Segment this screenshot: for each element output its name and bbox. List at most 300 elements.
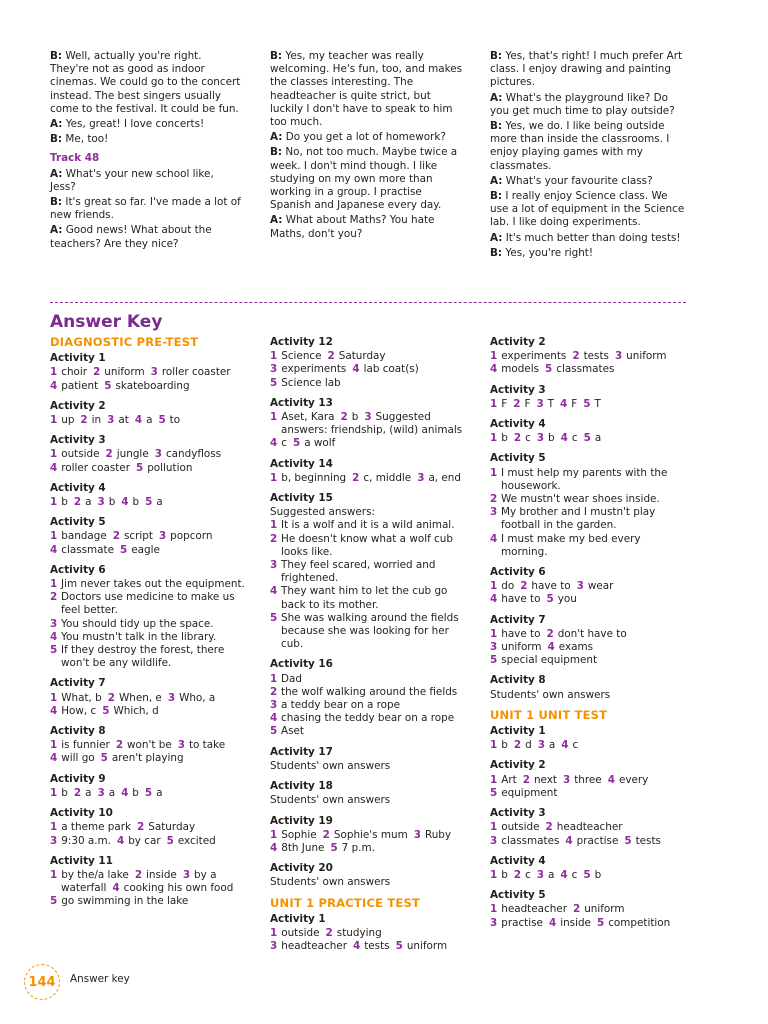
- answer-item: [50, 869, 129, 881]
- item-number: 4: [560, 868, 568, 881]
- item-text: chasing the teddy bear on a rope: [281, 712, 455, 725]
- activity: [490, 384, 690, 411]
- activity-note: Suggested answers:: [270, 506, 375, 519]
- item-text: waterfall: [61, 882, 107, 895]
- dialogue-text: Well, actually you're right. They're not as good as indoor cinemas. We could go to the concert instead. The best singers usually come to the festival. It could be fun.: [50, 50, 241, 115]
- activity-heading: Activity 4: [490, 418, 546, 431]
- activity-heading: Activity 8: [50, 725, 106, 738]
- speaker-label: B:: [50, 50, 63, 62]
- item-text: They want him to let the cub go back to its mother.: [281, 585, 448, 611]
- answer-line: [50, 462, 250, 475]
- item-number: 2: [137, 821, 145, 834]
- item-text: bandage: [61, 530, 107, 543]
- answer-item: [136, 462, 192, 474]
- item-number: 1: [490, 580, 498, 593]
- item-number: 1: [490, 773, 498, 786]
- answer-line: [270, 411, 470, 424]
- item-text: 9:30 a.m.: [61, 834, 111, 847]
- answer-item: [536, 398, 554, 410]
- answer-item: [490, 432, 508, 444]
- item-text: wear: [587, 580, 614, 593]
- answer-line: [270, 829, 470, 842]
- item-number: 5: [395, 940, 403, 953]
- item-text: b: [501, 432, 508, 445]
- answer-item: [583, 398, 601, 410]
- answer-item: [50, 895, 188, 907]
- activity-heading: Activity 20: [270, 862, 333, 875]
- answer-item: [514, 739, 532, 751]
- answer-item: [537, 869, 555, 881]
- answer-line: [490, 821, 690, 834]
- item-number: 4: [561, 739, 569, 752]
- item-number: 5: [270, 376, 278, 389]
- item-text: Science lab: [281, 376, 341, 389]
- answer-item: [548, 641, 594, 653]
- item-number: 3: [150, 366, 158, 379]
- answer-item: [490, 774, 517, 786]
- answer-item: [270, 350, 322, 362]
- item-number: 1: [50, 868, 58, 881]
- answer-key-col-1: [50, 336, 250, 916]
- answer-line: [270, 472, 470, 485]
- answer-item: [270, 829, 317, 841]
- answer-line: [270, 377, 470, 390]
- activity-answer: Students' own answers: [270, 876, 391, 889]
- answer-line: [50, 835, 250, 848]
- item-number: 4: [607, 773, 615, 786]
- item-number: 4: [490, 363, 498, 376]
- answer-item: [549, 917, 591, 929]
- item-text: aren't playing: [111, 752, 184, 765]
- item-number: 2: [572, 350, 580, 363]
- answer-item: [546, 628, 626, 640]
- item-number: 5: [583, 432, 591, 445]
- item-text: uniform: [406, 940, 448, 953]
- dialogue-line: [50, 196, 242, 222]
- item-text: do: [501, 580, 515, 593]
- item-number: 1: [270, 350, 278, 363]
- answer-line: [50, 752, 250, 765]
- item-text: I must make my bed every morning.: [501, 532, 641, 558]
- item-text: the wolf walking around the fields: [281, 685, 458, 698]
- answer-item: [523, 774, 557, 786]
- item-number: 3: [562, 773, 571, 786]
- item-number: 2: [513, 397, 521, 410]
- answer-item: [364, 411, 430, 423]
- item-text: popcorn: [170, 530, 213, 543]
- item-number: 2: [93, 366, 101, 379]
- item-text: tests: [364, 940, 390, 953]
- item-text: classmates: [556, 363, 615, 376]
- dialogue-line: [270, 131, 464, 144]
- answer-line: [50, 882, 250, 895]
- answer-item: [168, 692, 215, 704]
- item-text: to: [169, 414, 181, 427]
- item-text: My brother and I mustn't play football in the garden.: [501, 506, 656, 532]
- item-text: jungle: [116, 448, 149, 461]
- speaker-label: B:: [270, 50, 283, 62]
- speaker-label: B:: [490, 120, 503, 133]
- item-text: uniform: [104, 366, 145, 379]
- item-number: 2: [105, 448, 113, 461]
- item-number: 4: [270, 585, 278, 598]
- answer-line: [270, 725, 470, 738]
- answer-item: [158, 414, 180, 426]
- item-text: You should tidy up the space.: [61, 617, 214, 630]
- item-text: Doctors use medicine to make us feel better.: [61, 591, 235, 617]
- activity-heading: Activity 2: [50, 399, 106, 412]
- speaker-label: A:: [490, 174, 503, 187]
- item-text: Aset, Kara: [281, 411, 335, 424]
- answer-item: [159, 530, 213, 542]
- activity-heading: Activity 18: [270, 780, 333, 793]
- answer-item: [183, 869, 217, 881]
- answer-line: [490, 739, 690, 752]
- answer-line: [490, 506, 690, 532]
- item-text: roller coaster: [161, 366, 231, 379]
- answer-line: [270, 686, 470, 699]
- answer-item: [546, 821, 623, 833]
- answer-item: [106, 448, 149, 460]
- activity-heading: Activity 6: [50, 563, 106, 576]
- item-text: uniform: [501, 641, 542, 654]
- dialogue-line: [490, 92, 686, 118]
- activity-heading: Activity 17: [270, 745, 333, 758]
- item-number: 4: [270, 841, 278, 854]
- speaker-label: A:: [490, 231, 503, 244]
- activity-heading: Activity 3: [490, 807, 546, 820]
- answer-item: [61, 882, 106, 894]
- item-number: 5: [144, 786, 153, 799]
- answer-line: [490, 774, 690, 787]
- answer-item: [50, 414, 74, 426]
- answer-line: [50, 739, 250, 752]
- item-number: 4: [50, 630, 58, 643]
- item-number: 3: [177, 739, 185, 752]
- answer-line: [50, 869, 250, 882]
- activity: [50, 773, 250, 800]
- activity: [50, 807, 250, 848]
- activity: [490, 855, 690, 882]
- item-number: 4: [270, 437, 278, 450]
- activity-heading: Activity 1: [490, 725, 546, 738]
- activity-heading: Activity 7: [50, 677, 106, 690]
- item-text: practise: [576, 834, 619, 847]
- answer-item: [293, 437, 335, 449]
- item-text: Who, a: [179, 691, 216, 704]
- item-text: special equipment: [501, 654, 598, 667]
- item-number: 5: [330, 841, 338, 854]
- answer-line: [490, 350, 690, 363]
- item-text: next: [533, 773, 557, 786]
- speaker-label: A:: [50, 224, 63, 237]
- activity: [270, 336, 470, 390]
- item-text: in: [91, 414, 102, 427]
- activity-heading: Activity 9: [50, 772, 106, 785]
- item-number: 1: [50, 578, 58, 591]
- item-text: by the/a lake: [61, 868, 129, 881]
- activity: [490, 566, 690, 607]
- item-text: 7 p.m.: [341, 841, 375, 854]
- item-number: 3: [364, 411, 372, 424]
- page-number: 144: [24, 964, 60, 1000]
- item-text: answers: friendship, (wild) animals: [281, 424, 463, 437]
- answer-item: [117, 835, 161, 847]
- dialogue-text: What about Maths? You hate Maths, don't you?: [270, 214, 435, 240]
- item-number: 3: [490, 916, 498, 929]
- answer-item: [577, 580, 614, 592]
- item-number: 4: [112, 882, 120, 895]
- speaker-label: B:: [50, 133, 63, 146]
- dialogue-line: [50, 118, 242, 131]
- item-text: have to: [531, 580, 571, 593]
- item-number: 3: [167, 691, 176, 704]
- answer-line: [490, 787, 690, 800]
- answer-line: [50, 530, 250, 543]
- item-text: a: [108, 786, 116, 799]
- answer-line: [270, 612, 470, 652]
- track-label: Track 48: [50, 152, 100, 165]
- item-number: 3: [270, 363, 278, 376]
- item-text: patient: [61, 379, 99, 392]
- answer-line: [490, 641, 690, 654]
- item-text: a: [146, 414, 153, 427]
- item-text: choir: [61, 366, 88, 379]
- answer-item: [50, 380, 98, 392]
- dialogue-line: [50, 133, 242, 146]
- answer-item: [353, 940, 390, 952]
- answer-item: [624, 835, 661, 847]
- item-number: 3: [490, 641, 498, 654]
- item-text: you: [557, 593, 577, 606]
- answer-line: [490, 467, 690, 493]
- item-number: 5: [583, 868, 591, 881]
- answer-item: [50, 544, 114, 556]
- answer-item: [514, 869, 531, 881]
- answer-line: [490, 580, 690, 593]
- item-number: 5: [596, 916, 605, 929]
- answer-item: [490, 350, 566, 362]
- speaker-label: A:: [50, 167, 63, 180]
- answer-line: [270, 533, 470, 559]
- activity-heading: Activity 10: [50, 807, 113, 820]
- item-number: 4: [352, 940, 361, 953]
- dialogue-line: [490, 120, 686, 173]
- item-number: 3: [417, 471, 425, 484]
- activity: [50, 564, 250, 671]
- item-text: a wolf: [304, 437, 336, 450]
- item-text: a: [156, 786, 163, 799]
- activity: [490, 452, 690, 559]
- item-text: is funnier: [61, 739, 110, 752]
- item-number: 1: [490, 821, 498, 834]
- item-text: c: [571, 432, 578, 445]
- answer-line: [50, 578, 250, 591]
- activity: [490, 725, 690, 752]
- answer-item: [178, 739, 225, 751]
- speaker-label: A:: [490, 91, 503, 104]
- answer-line: [270, 673, 470, 686]
- dialogue-text: What's your favourite class?: [505, 174, 653, 187]
- answer-line: [270, 712, 470, 725]
- dialogue-text: Yes, my teacher was really welcoming. He's fun, too, and makes the classes interesting. The headteacher is quite strict, but luckily I don't have to speak to him too much.: [270, 50, 463, 129]
- item-text: Ruby: [424, 828, 452, 841]
- answer-item: [50, 530, 107, 542]
- item-number: 5: [102, 704, 110, 717]
- item-number: 4: [50, 752, 58, 765]
- item-number: 3: [490, 834, 498, 847]
- item-number: 5: [490, 786, 498, 799]
- activity: [490, 759, 690, 800]
- answer-line: [490, 869, 690, 882]
- item-text: She was walking around the fields because she was looking for her cub.: [281, 611, 459, 651]
- item-number: 3: [270, 699, 278, 712]
- answer-line: [270, 437, 470, 450]
- item-text: headteacher: [556, 821, 623, 834]
- item-number: 1: [490, 466, 498, 479]
- answer-item: [80, 414, 101, 426]
- item-text: b: [594, 868, 602, 881]
- answer-item: [137, 821, 195, 833]
- dialogue-text: It's great so far. I've made a lot of new friends.: [50, 196, 241, 222]
- answer-line: [50, 591, 250, 617]
- answer-item: [490, 903, 567, 915]
- item-text: You mustn't talk in the library.: [61, 630, 217, 643]
- speaker-label: A:: [270, 214, 283, 227]
- answer-item: [414, 829, 451, 841]
- item-number: 1: [270, 519, 278, 532]
- answer-item: [330, 842, 374, 854]
- answer-item: [50, 835, 111, 847]
- section-heading: UNIT 1 UNIT TEST: [490, 707, 608, 722]
- answer-item: [50, 462, 130, 474]
- item-text: outside: [281, 926, 320, 939]
- answer-item: [50, 705, 96, 717]
- answer-item: [270, 377, 341, 389]
- item-text: a: [548, 868, 555, 881]
- item-text: c, middle: [363, 471, 412, 484]
- item-text: 8th June: [281, 841, 325, 854]
- section-heading: UNIT 1 PRACTICE TEST: [270, 895, 420, 910]
- activity: [50, 434, 250, 475]
- item-text: inside: [560, 916, 591, 929]
- answer-item: [328, 350, 386, 362]
- activity-heading: Activity 7: [490, 613, 546, 626]
- activity-answer: Students' own answers: [270, 794, 391, 807]
- activity: [270, 658, 470, 738]
- item-text: b: [548, 432, 555, 445]
- item-number: 5: [545, 363, 553, 376]
- answer-item: [520, 580, 570, 592]
- activity-heading: Activity 19: [270, 814, 333, 827]
- answer-line: [50, 618, 250, 631]
- item-text: Which, d: [113, 704, 159, 717]
- answer-item: [120, 544, 160, 556]
- answer-line: [50, 631, 250, 644]
- item-number: 3: [50, 617, 58, 630]
- item-text: don't have to: [557, 627, 627, 640]
- activity-list: [270, 336, 470, 890]
- item-text: models: [501, 363, 540, 376]
- answer-item: [50, 692, 102, 704]
- answer-item: [270, 472, 346, 484]
- answer-item: [352, 472, 411, 484]
- item-text: T: [547, 397, 555, 410]
- item-number: 2: [270, 532, 278, 545]
- item-text: Saturday: [148, 821, 196, 834]
- answer-line: [490, 363, 690, 376]
- answer-item: [561, 739, 578, 751]
- answer-item: [608, 774, 649, 786]
- item-number: 2: [325, 926, 333, 939]
- answer-item: [93, 366, 145, 378]
- item-number: 4: [134, 414, 143, 427]
- answer-item: [167, 835, 216, 847]
- dialogue-line: [270, 214, 464, 240]
- activity: [270, 815, 470, 856]
- item-text: roller coaster: [61, 461, 130, 474]
- item-number: 1: [270, 828, 278, 841]
- item-number: 2: [513, 739, 522, 752]
- answer-item: [545, 363, 614, 375]
- item-number: 1: [270, 411, 278, 424]
- item-text: cooking his own food: [123, 882, 234, 895]
- item-number: 5: [158, 414, 166, 427]
- dialogue-block: [50, 50, 242, 146]
- item-text: have to: [501, 593, 541, 606]
- item-number: 1: [50, 530, 58, 543]
- answer-line: [50, 544, 250, 557]
- item-text: have to: [501, 627, 541, 640]
- answer-line: [270, 842, 470, 855]
- answer-line: [490, 654, 690, 667]
- activity: [270, 862, 470, 889]
- answer-line: [50, 366, 250, 379]
- item-text: tests: [583, 350, 609, 363]
- answer-item: [490, 787, 557, 799]
- answer-item: [340, 411, 358, 423]
- item-number: 2: [134, 868, 143, 881]
- item-text: They feel scared, worried and frightened.: [281, 559, 436, 585]
- item-text: lab coat(s): [363, 363, 419, 376]
- item-number: 5: [270, 725, 278, 738]
- answer-line: [490, 917, 690, 930]
- item-number: 1: [270, 926, 278, 939]
- item-number: 4: [560, 432, 568, 445]
- answer-line: [50, 692, 250, 705]
- answer-item: [490, 628, 540, 640]
- activity-heading: Activity 1: [50, 352, 106, 365]
- item-number: 2: [572, 903, 581, 916]
- item-number: 3: [413, 828, 421, 841]
- activity: [490, 336, 690, 377]
- answer-line: [490, 835, 690, 848]
- dialogue-text: Yes, great! I love concerts!: [65, 118, 205, 131]
- item-number: 1: [490, 903, 498, 916]
- answer-item: [490, 835, 559, 847]
- item-number: 4: [270, 712, 278, 725]
- answer-line: [50, 821, 250, 834]
- item-text: b: [501, 739, 508, 752]
- item-text: competition: [608, 916, 671, 929]
- dialogue-text: It's much better than doing tests!: [505, 231, 681, 244]
- item-number: 2: [50, 591, 58, 604]
- activity: [270, 913, 470, 954]
- item-text: Jim never takes out the equipment.: [61, 578, 245, 591]
- activity: [270, 458, 470, 485]
- item-text: b: [61, 786, 68, 799]
- answer-item: [490, 739, 508, 751]
